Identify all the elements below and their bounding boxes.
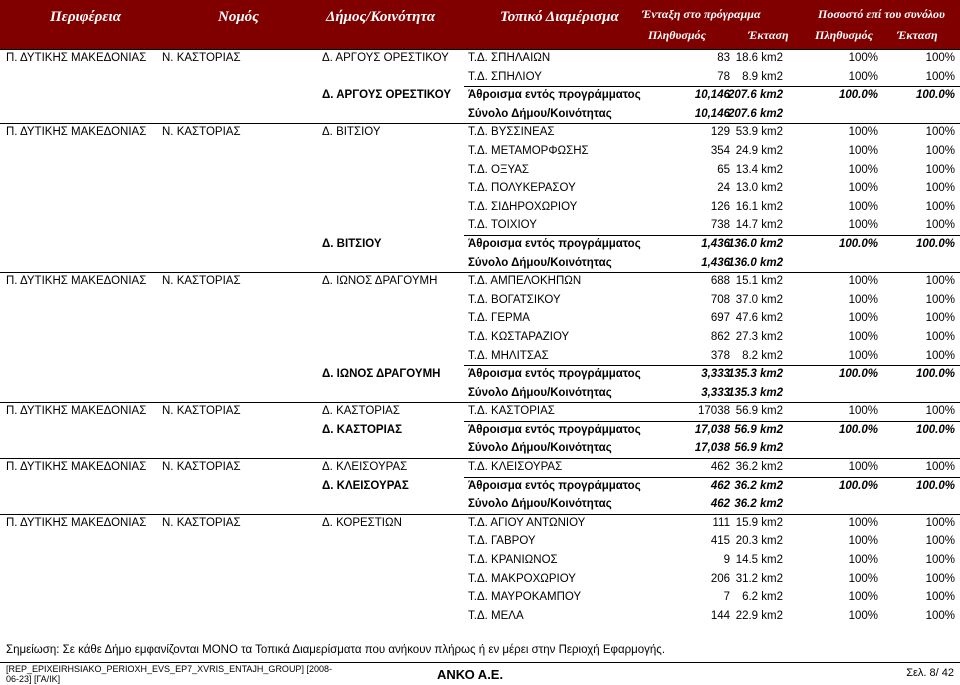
header-dimos: Δήμος/Κοινότητα <box>326 9 436 25</box>
cell-plithysmos: 1,436 <box>701 237 730 250</box>
cell-nomos: Ν. ΚΑΣΤΟΡΙΑΣ <box>162 275 241 288</box>
cell-ektasi: 13.0 km2 <box>735 182 783 195</box>
cell-pososto-plithysmou: 100% <box>848 275 878 288</box>
cell-ektasi: 18.6 km2 <box>735 52 783 64</box>
cell-pososto-ektasis: 100.0% <box>915 237 955 250</box>
cell-topiko: Τ.Δ. ΜΗΛΙΤΣΑΣ <box>468 349 549 362</box>
cell-pososto-plithysmou: 100% <box>848 144 878 157</box>
page-number: Σελ. 8/ 42 <box>906 667 954 679</box>
cell-topiko: Τ.Δ. ΓΕΡΜΑ <box>468 312 530 325</box>
cell-pososto-plithysmou: 100% <box>848 535 878 548</box>
cell-topiko: Τ.Δ. ΚΡΑΝΙΩΝΟΣ <box>468 554 558 567</box>
cell-plithysmos: 738 <box>710 219 730 232</box>
cell-plithysmos: 111 <box>712 516 730 529</box>
cell-plithysmos: 83 <box>717 52 730 64</box>
cell-plithysmos: 862 <box>710 330 730 343</box>
cell-topiko: Άθροισμα εντός προγράμματος <box>468 237 641 250</box>
cell-dimos: Δ. ΚΟΡΕΣΤΙΩΝ <box>322 516 402 529</box>
cell-dimos: Δ. ΚΑΣΤΟΡΙΑΣ <box>322 423 403 436</box>
cell-pososto-ektasis: 100% <box>925 219 955 232</box>
cell-plithysmos: 126 <box>710 200 730 213</box>
table-row <box>0 86 960 105</box>
cell-plithysmos: 78 <box>717 70 730 83</box>
cell-dimos: Δ. ΙΩΝΟΣ ΔΡΑΓΟΥΜΗ <box>322 368 441 381</box>
table-row <box>0 495 960 514</box>
cell-pososto-plithysmou: 100% <box>848 70 878 83</box>
table-row <box>0 607 960 626</box>
cell-topiko: Σύνολο Δήμου/Κοινότητας <box>468 256 612 269</box>
cell-dimos: Δ. ΒΙΤΣΙΟΥ <box>322 237 382 250</box>
cell-pososto-ektasis: 100% <box>925 275 955 288</box>
cell-topiko: Τ.Δ. ΣΠΗΛΑΙΩΝ <box>468 52 551 64</box>
cell-pososto-plithysmou: 100% <box>848 163 878 176</box>
cell-ektasi: 36.2 km2 <box>735 461 783 474</box>
table-row <box>0 49 960 68</box>
cell-topiko: Τ.Δ. ΑΜΠΕΛΟΚΗΠΩΝ <box>468 275 582 288</box>
cell-ektasi: 24.9 km2 <box>735 144 783 157</box>
cell-ektasi: 16.1 km2 <box>735 200 783 213</box>
cell-ektasi: 22.9 km2 <box>735 609 783 622</box>
table-row <box>0 347 960 366</box>
cell-plithysmos: 415 <box>710 535 730 548</box>
table-row <box>0 105 960 124</box>
table-body <box>0 49 960 625</box>
cell-pososto-plithysmou: 100% <box>848 572 878 585</box>
cell-perifereia: Π. ΔΥΤΙΚΗΣ ΜΑΚΕΔΟΝΙΑΣ <box>6 126 147 139</box>
cell-perifereia: Π. ΔΥΤΙΚΗΣ ΜΑΚΕΔΟΝΙΑΣ <box>6 405 147 418</box>
cell-dimos: Δ. ΚΑΣΤΟΡΙΑΣ <box>322 405 400 418</box>
cell-topiko: Τ.Δ. ΜΑΥΡΟΚΑΜΠΟΥ <box>468 591 582 604</box>
cell-ektasi: 27.3 km2 <box>735 330 783 343</box>
cell-pososto-ektasis: 100% <box>925 330 955 343</box>
cell-plithysmos: 708 <box>710 293 730 306</box>
cell-plithysmos: 144 <box>710 609 730 622</box>
cell-plithysmos: 65 <box>717 163 730 176</box>
table-row <box>0 551 960 570</box>
cell-plithysmos: 354 <box>710 144 730 157</box>
cell-pososto-plithysmou: 100% <box>848 554 878 567</box>
table-row <box>0 532 960 551</box>
cell-pososto-plithysmou: 100% <box>848 330 878 343</box>
cell-topiko: Τ.Δ. ΓΑΒΡΟΥ <box>468 535 536 548</box>
cell-pososto-plithysmou: 100% <box>848 461 878 474</box>
cell-plithysmos: 10,146 <box>694 89 730 102</box>
cell-plithysmos: 688 <box>710 275 730 288</box>
cell-ektasi: 135.3 km2 <box>728 386 783 399</box>
table-row <box>0 588 960 607</box>
cell-perifereia: Π. ΔΥΤΙΚΗΣ ΜΑΚΕΔΟΝΙΑΣ <box>6 275 147 288</box>
cell-plithysmos: 3,333 <box>701 368 730 381</box>
cell-ektasi: 135.3 km2 <box>728 368 783 381</box>
cell-pososto-plithysmou: 100% <box>848 312 878 325</box>
cell-pososto-ektasis: 100% <box>925 70 955 83</box>
cell-dimos: Δ. ΚΛΕΙΣΟΥΡΑΣ <box>322 479 409 492</box>
table-row <box>0 272 960 291</box>
cell-pososto-ektasis: 100% <box>925 200 955 213</box>
cell-pososto-ektasis: 100% <box>925 293 955 306</box>
cell-pososto-plithysmou: 100% <box>848 200 878 213</box>
cell-pososto-ektasis: 100% <box>925 126 955 139</box>
cell-ektasi: 13.4 km2 <box>735 163 783 176</box>
cell-ektasi: 56.9 km2 <box>734 442 783 455</box>
cell-plithysmos: 462 <box>710 479 730 492</box>
cell-ektasi: 136.0 km2 <box>728 237 783 250</box>
cell-ektasi: 207.6 km2 <box>728 89 783 102</box>
cell-pososto-ektasis: 100.0% <box>915 423 955 436</box>
report-code: [REP_EPIXEIRHSIAKO_PERIOXH_EVS_EP7_XVRIS_ENTAJH_GROUP] [2008-06-23] [ΓΑ/ΙΚ] <box>6 664 332 684</box>
cell-topiko: Άθροισμα εντός προγράμματος <box>468 423 641 436</box>
cell-pososto-plithysmou: 100% <box>848 219 878 232</box>
table-header <box>0 0 960 49</box>
table-row <box>0 179 960 198</box>
cell-pososto-ektasis: 100% <box>925 52 955 64</box>
cell-pososto-ektasis: 100.0% <box>915 89 955 102</box>
cell-pososto-ektasis: 100% <box>925 516 955 529</box>
cell-pososto-plithysmou: 100% <box>848 516 878 529</box>
cell-plithysmos: 462 <box>710 461 730 474</box>
cell-pososto-ektasis: 100% <box>925 572 955 585</box>
cell-plithysmos: 129 <box>710 126 730 139</box>
cell-ektasi: 31.2 km2 <box>735 572 783 585</box>
cell-plithysmos: 3,333 <box>701 386 730 399</box>
cell-pososto-ektasis: 100% <box>925 591 955 604</box>
cell-ektasi: 207.6 km2 <box>728 107 783 120</box>
cell-topiko: Σύνολο Δήμου/Κοινότητας <box>468 107 612 120</box>
cell-topiko: Τ.Δ. ΚΩΣΤΑΡΑΖΙΟΥ <box>468 330 570 343</box>
table-row <box>0 309 960 328</box>
cell-topiko: Τ.Δ. ΒΟΓΑΤΣΙΚΟΥ <box>468 293 561 306</box>
cell-ektasi: 15.1 km2 <box>735 275 783 288</box>
cell-plithysmos: 206 <box>710 572 730 585</box>
cell-dimos: Δ. ΚΛΕΙΣΟΥΡΑΣ <box>322 461 408 474</box>
cell-topiko: Σύνολο Δήμου/Κοινότητας <box>468 442 612 455</box>
cell-pososto-plithysmou: 100% <box>848 405 878 418</box>
cell-pososto-plithysmou: 100% <box>848 591 878 604</box>
cell-dimos: Δ. ΑΡΓΟΥΣ ΟΡΕΣΤΙΚΟΥ <box>322 89 451 102</box>
cell-topiko: Τ.Δ. ΜΑΚΡΟΧΩΡΙΟΥ <box>468 572 576 585</box>
table-row <box>0 365 960 384</box>
cell-plithysmos: 697 <box>710 312 730 325</box>
table-row <box>0 235 960 254</box>
table-row <box>0 328 960 347</box>
cell-ektasi: 8.2 km2 <box>742 349 783 362</box>
cell-pososto-ektasis: 100% <box>925 405 955 418</box>
cell-ektasi: 14.5 km2 <box>735 554 783 567</box>
cell-topiko: Άθροισμα εντός προγράμματος <box>468 368 641 381</box>
header-pososto: Ποσοστό επί του συνόλου <box>818 7 945 21</box>
cell-plithysmos: 378 <box>710 349 730 362</box>
cell-nomos: Ν. ΚΑΣΤΟΡΙΑΣ <box>162 461 241 474</box>
cell-topiko: Τ.Δ. ΑΓΙΟΥ ΑΝΤΩΝΙΟΥ <box>468 516 586 529</box>
cell-topiko: Σύνολο Δήμου/Κοινότητας <box>468 386 612 399</box>
footer-divider <box>0 662 960 663</box>
cell-pososto-ektasis: 100.0% <box>915 479 955 492</box>
cell-nomos: Ν. ΚΑΣΤΟΡΙΑΣ <box>162 405 241 418</box>
cell-plithysmos: 17,038 <box>694 423 730 436</box>
cell-topiko: Τ.Δ. ΜΕΛΑ <box>468 609 524 622</box>
cell-pososto-plithysmou: 100% <box>848 52 878 64</box>
header-nomos: Νομός <box>218 9 259 25</box>
cell-ektasi: 15.9 km2 <box>735 516 783 529</box>
cell-plithysmos: 1,436 <box>701 256 730 269</box>
table-row <box>0 254 960 273</box>
cell-perifereia: Π. ΔΥΤΙΚΗΣ ΜΑΚΕΔΟΝΙΑΣ <box>6 52 147 64</box>
table-row <box>0 198 960 217</box>
cell-dimos: Δ. ΙΩΝΟΣ ΔΡΑΓΟΥΜΗ <box>322 275 438 288</box>
cell-pososto-ektasis: 100% <box>925 144 955 157</box>
cell-pososto-plithysmou: 100% <box>848 293 878 306</box>
footnote: Σημείωση: Σε κάθε Δήμο εμφανίζονται ΜΟΝΟ τα Τοπικά Διαμερίσματα που ανήκουν πλήρως ή εν μέρει στην Περιοχή Εφαρμογής. <box>6 644 666 656</box>
cell-plithysmos: 17,038 <box>694 442 730 455</box>
cell-topiko: Τ.Δ. ΚΛΕΙΣΟΥΡΑΣ <box>468 461 563 474</box>
header-entaxi: Ένταξη στο πρόγραμμα <box>642 7 761 21</box>
cell-dimos: Δ. ΑΡΓΟΥΣ ΟΡΕΣΤΙΚΟΥ <box>322 52 449 64</box>
table-row <box>0 477 960 496</box>
cell-perifereia: Π. ΔΥΤΙΚΗΣ ΜΑΚΕΔΟΝΙΑΣ <box>6 461 147 474</box>
cell-topiko: Τ.Δ. ΜΕΤΑΜΟΡΦΩΣΗΣ <box>468 144 589 157</box>
cell-ektasi: 6.2 km2 <box>742 591 783 604</box>
header-perifereia: Περιφέρεια <box>50 9 121 25</box>
cell-pososto-plithysmou: 100.0% <box>838 237 878 250</box>
table-row <box>0 439 960 458</box>
cell-topiko: Τ.Δ. ΒΥΣΣΙΝΕΑΣ <box>468 126 555 139</box>
cell-plithysmos: 7 <box>723 591 730 604</box>
cell-nomos: Ν. ΚΑΣΤΟΡΙΑΣ <box>162 126 241 139</box>
header-plithysmos-2: Πληθυσμός <box>815 28 873 42</box>
cell-perifereia: Π. ΔΥΤΙΚΗΣ ΜΑΚΕΔΟΝΙΑΣ <box>6 516 147 529</box>
table-row <box>0 142 960 161</box>
cell-pososto-plithysmou: 100.0% <box>838 368 878 381</box>
cell-pososto-ektasis: 100% <box>925 609 955 622</box>
cell-plithysmos: 17038 <box>698 405 730 418</box>
cell-ektasi: 36.2 km2 <box>734 498 783 511</box>
cell-topiko: Τ.Δ. ΣΠΗΛΙΟΥ <box>468 70 542 83</box>
cell-pososto-ektasis: 100% <box>925 349 955 362</box>
cell-ektasi: 8.9 km2 <box>742 70 783 83</box>
table-row <box>0 402 960 421</box>
cell-topiko: Άθροισμα εντός προγράμματος <box>468 479 641 492</box>
table-row <box>0 421 960 440</box>
cell-topiko: Τ.Δ. ΠΟΛΥΚΕΡΑΣΟΥ <box>468 182 576 195</box>
cell-pososto-plithysmou: 100% <box>848 609 878 622</box>
cell-topiko: Τ.Δ. ΚΑΣΤΟΡΙΑΣ <box>468 405 555 418</box>
cell-pososto-ektasis: 100% <box>925 182 955 195</box>
cell-pososto-ektasis: 100.0% <box>915 368 955 381</box>
cell-pososto-plithysmou: 100.0% <box>838 89 878 102</box>
table-row <box>0 514 960 533</box>
cell-ektasi: 14.7 km2 <box>735 219 783 232</box>
cell-plithysmos: 10,146 <box>694 107 730 120</box>
cell-ektasi: 53.9 km2 <box>735 126 783 139</box>
company-name: ΑΝΚΟ Α.Ε. <box>437 667 504 682</box>
table-row <box>0 161 960 180</box>
table-row <box>0 216 960 235</box>
cell-ektasi: 47.6 km2 <box>735 312 783 325</box>
table-row <box>0 123 960 142</box>
cell-topiko: Σύνολο Δήμου/Κοινότητας <box>468 498 612 511</box>
cell-ektasi: 37.0 km2 <box>735 293 783 306</box>
cell-ektasi: 36.2 km2 <box>734 479 783 492</box>
cell-pososto-plithysmou: 100% <box>848 182 878 195</box>
cell-pososto-ektasis: 100% <box>925 461 955 474</box>
cell-pososto-plithysmou: 100% <box>848 126 878 139</box>
cell-plithysmos: 462 <box>710 498 730 511</box>
cell-nomos: Ν. ΚΑΣΤΟΡΙΑΣ <box>162 516 241 529</box>
table-row <box>0 291 960 310</box>
cell-dimos: Δ. ΒΙΤΣΙΟΥ <box>322 126 381 139</box>
cell-pososto-ektasis: 100% <box>925 535 955 548</box>
header-ektasi-2: Έκταση <box>897 28 938 42</box>
cell-plithysmos: 24 <box>717 182 730 195</box>
header-topiko: Τοπικό Διαμέρισμα <box>500 9 619 25</box>
cell-topiko: Τ.Δ. ΟΞΥΑΣ <box>468 163 530 176</box>
cell-pososto-plithysmou: 100.0% <box>838 423 878 436</box>
cell-nomos: Ν. ΚΑΣΤΟΡΙΑΣ <box>162 52 241 64</box>
cell-topiko: Άθροισμα εντός προγράμματος <box>468 89 641 102</box>
table-row <box>0 570 960 589</box>
cell-ektasi: 20.3 km2 <box>735 535 783 548</box>
cell-topiko: Τ.Δ. ΣΙΔΗΡΟΧΩΡΙΟΥ <box>468 200 578 213</box>
cell-pososto-plithysmou: 100.0% <box>838 479 878 492</box>
cell-ektasi: 136.0 km2 <box>728 256 783 269</box>
cell-plithysmos: 9 <box>723 554 730 567</box>
cell-ektasi: 56.9 km2 <box>735 405 783 418</box>
cell-ektasi: 56.9 km2 <box>734 423 783 436</box>
header-ektasi-1: Έκταση <box>748 28 789 42</box>
cell-pososto-ektasis: 100% <box>925 554 955 567</box>
table-row <box>0 458 960 477</box>
table-row <box>0 384 960 403</box>
cell-topiko: Τ.Δ. ΤΟΙΧΙΟΥ <box>468 219 537 232</box>
cell-pososto-ektasis: 100% <box>925 163 955 176</box>
cell-pososto-ektasis: 100% <box>925 312 955 325</box>
cell-pososto-plithysmou: 100% <box>848 349 878 362</box>
table-row <box>0 68 960 87</box>
header-plithysmos-1: Πληθυσμός <box>648 28 706 42</box>
